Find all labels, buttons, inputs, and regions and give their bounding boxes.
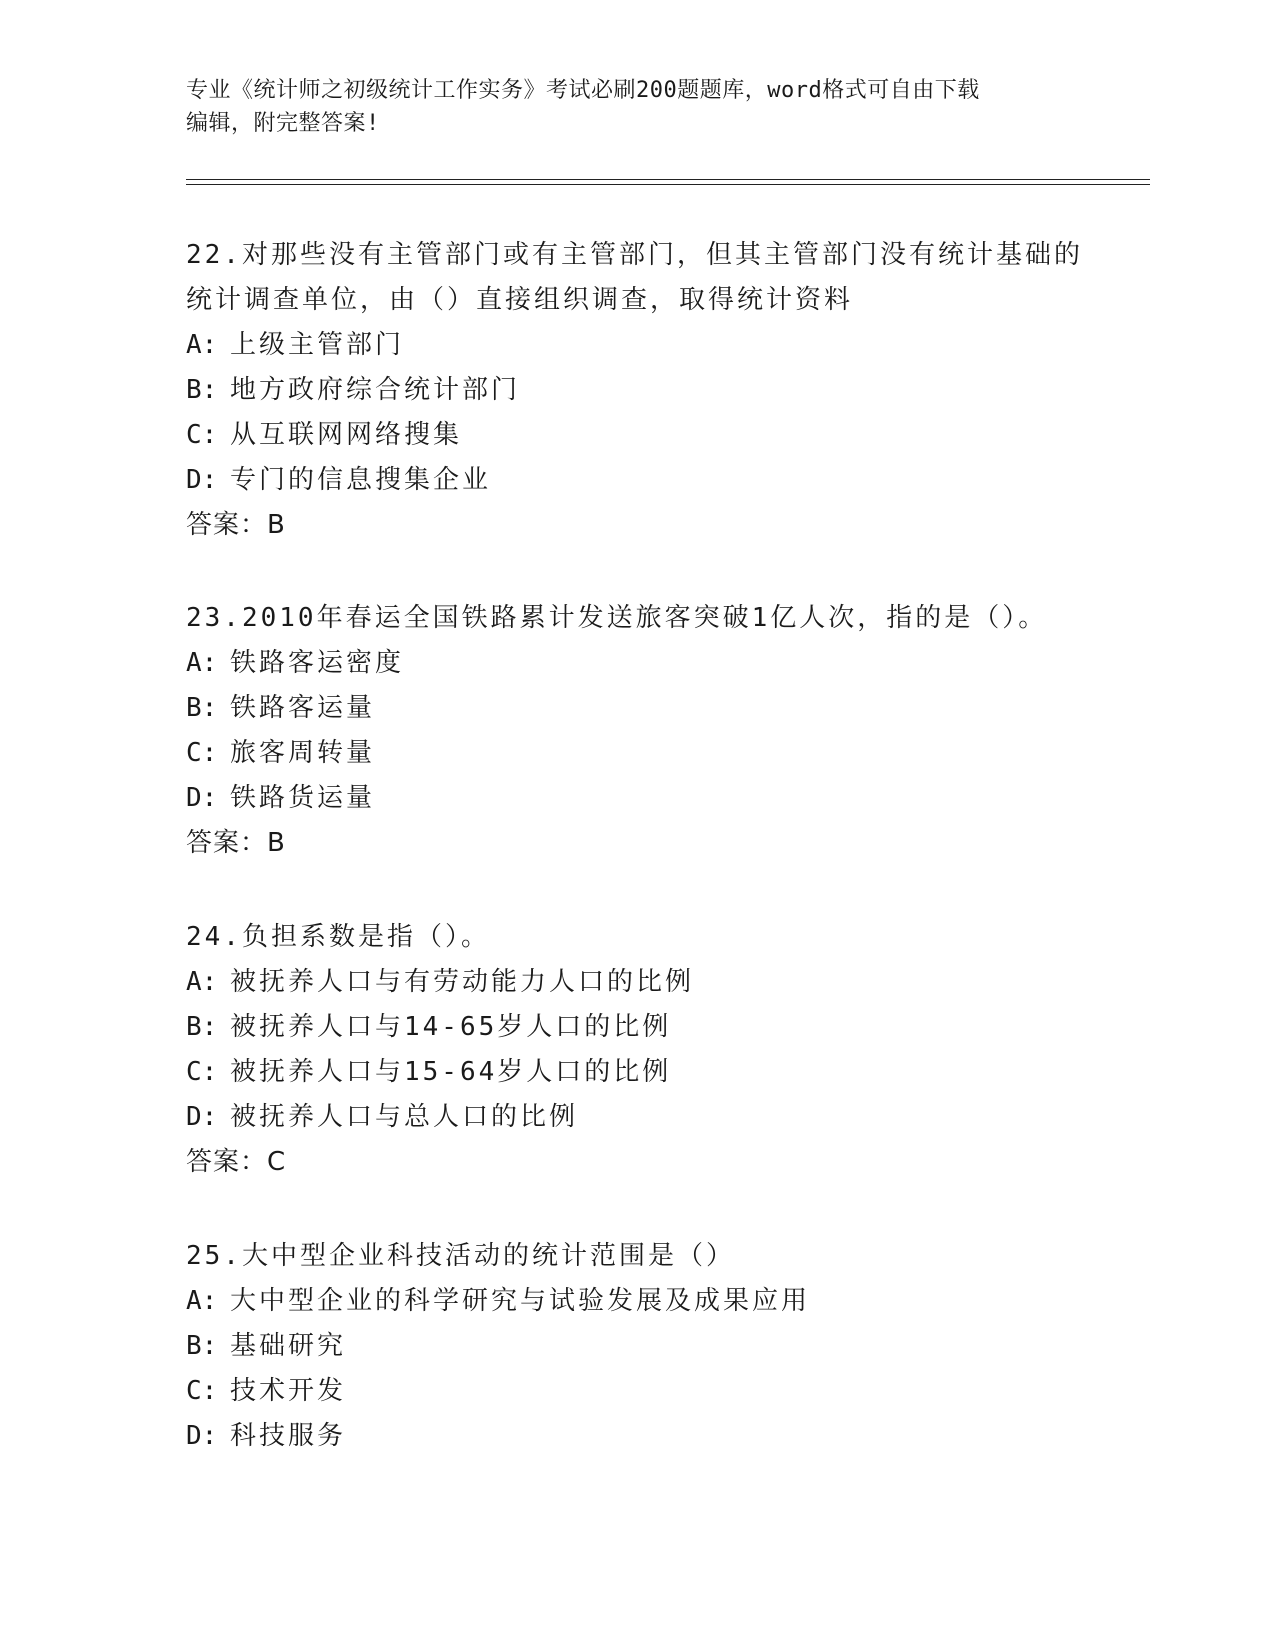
- option-a: [186, 1279, 1146, 1324]
- answer: 答案：B: [186, 510, 286, 540]
- question-stem-line-1: 2010年春运全国铁路累计发送旅客突破1亿人次，指的是（）。: [241, 603, 1048, 633]
- header-line-1: 专业《统计师之初级统计工作实务》考试必刷200题题库，word格式可自由下载: [186, 78, 980, 103]
- question-stem-line-1: 负担系数是指（）。: [241, 922, 490, 952]
- option-key: C:: [186, 1376, 218, 1406]
- header-divider-top: [186, 179, 1150, 180]
- option-d: [186, 1414, 1146, 1459]
- question-number: 23.: [186, 603, 242, 633]
- option-d: [186, 458, 1146, 503]
- option-b: [186, 1324, 1146, 1369]
- option-text: 旅客周转量: [230, 738, 376, 768]
- option-key: D:: [186, 1102, 218, 1132]
- option-c: [186, 1050, 1146, 1095]
- document-header: [186, 74, 1086, 140]
- option-c: [186, 413, 1146, 458]
- answer: 答案：C: [186, 1147, 287, 1177]
- question-number: 22.: [186, 240, 242, 270]
- option-key: A:: [186, 1286, 218, 1316]
- option-d: [186, 1095, 1146, 1140]
- header-divider-bottom: [186, 184, 1150, 185]
- option-a: [186, 641, 1146, 686]
- option-b: [186, 1005, 1146, 1050]
- question-stem: [186, 596, 1146, 641]
- option-text: 专门的信息搜集企业: [230, 465, 492, 495]
- option-text: 从互联网网络搜集: [230, 420, 463, 450]
- option-text: 铁路客运量: [230, 693, 376, 723]
- option-key: B:: [186, 693, 218, 723]
- question-24: [186, 915, 1146, 1185]
- option-text: 铁路客运密度: [230, 648, 405, 678]
- question-22: [186, 233, 1146, 548]
- option-key: C:: [186, 420, 218, 450]
- question-23: [186, 596, 1146, 866]
- option-text: 被抚养人口与15-64岁人口的比例: [230, 1057, 672, 1087]
- option-a: [186, 323, 1146, 368]
- option-key: D:: [186, 465, 218, 495]
- option-key: A:: [186, 967, 218, 997]
- question-number: 25.: [186, 1241, 242, 1271]
- option-text: 被抚养人口与有劳动能力人口的比例: [230, 967, 695, 997]
- question-25: [186, 1234, 1146, 1459]
- option-b: [186, 686, 1146, 731]
- option-text: 地方政府综合统计部门: [230, 375, 521, 405]
- option-key: D:: [186, 783, 218, 813]
- option-key: A:: [186, 330, 218, 360]
- question-stem-line-2: 统计调查单位，由（）直接组织调查，取得统计资料: [186, 285, 854, 315]
- option-text: 科技服务: [230, 1421, 347, 1451]
- header-line-2: 编辑，附完整答案!: [186, 111, 380, 136]
- option-text: 基础研究: [230, 1331, 347, 1361]
- option-key: C:: [186, 738, 218, 768]
- option-key: B:: [186, 375, 218, 405]
- option-key: A:: [186, 648, 218, 678]
- answer: 答案：B: [186, 828, 286, 858]
- option-text: 技术开发: [230, 1376, 347, 1406]
- question-stem-line-1: 对那些没有主管部门或有主管部门，但其主管部门没有统计基础的: [241, 240, 1083, 270]
- option-b: [186, 368, 1146, 413]
- option-text: 被抚养人口与总人口的比例: [230, 1102, 579, 1132]
- option-key: B:: [186, 1331, 218, 1361]
- option-text: 大中型企业的科学研究与试验发展及成果应用: [230, 1286, 811, 1316]
- question-stem: [186, 233, 1146, 278]
- option-key: D:: [186, 1421, 218, 1451]
- question-stem-line-1: 大中型企业科技活动的统计范围是（）: [241, 1241, 735, 1271]
- option-text: 上级主管部门: [230, 330, 405, 360]
- option-text: 被抚养人口与14-65岁人口的比例: [230, 1012, 672, 1042]
- option-d: [186, 776, 1146, 821]
- question-stem: [186, 915, 1146, 960]
- option-a: [186, 960, 1146, 1005]
- option-c: [186, 1369, 1146, 1414]
- option-text: 铁路货运量: [230, 783, 376, 813]
- option-key: B:: [186, 1012, 218, 1042]
- option-key: C:: [186, 1057, 218, 1087]
- question-number: 24.: [186, 922, 242, 952]
- option-c: [186, 731, 1146, 776]
- question-stem: [186, 1234, 1146, 1279]
